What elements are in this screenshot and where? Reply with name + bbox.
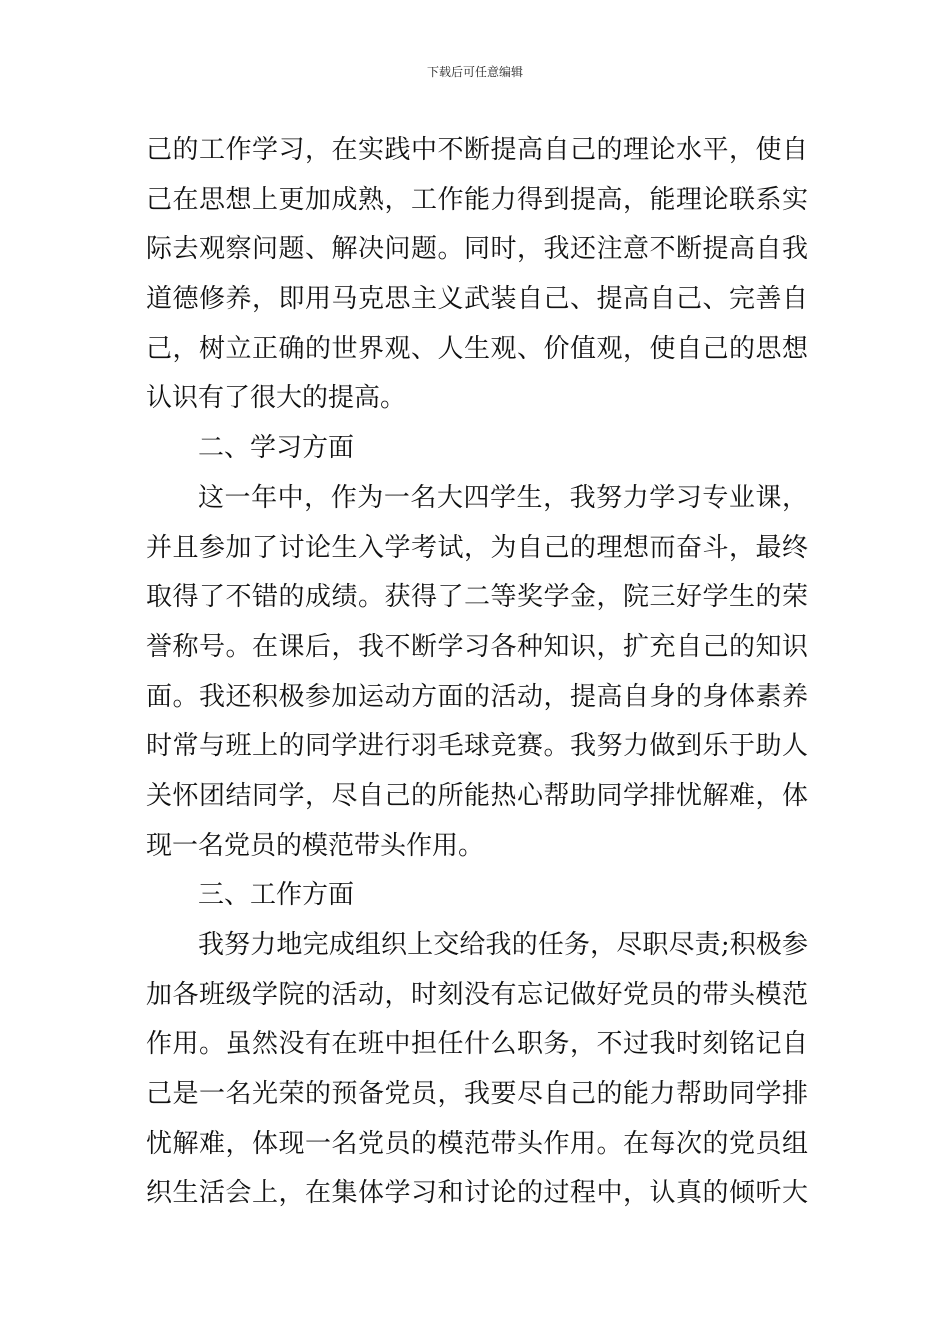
text-line: 誉称号。在课后，我不断学习各种知识，扩充自己的知识	[146, 631, 808, 662]
text-line: 己的工作学习，在实践中不断提高自己的理论水平，使自	[146, 135, 808, 165]
text-line: 二、学习方面	[198, 433, 355, 464]
text-line: 道德修养，即用马克思主义武装自己、提高自己、完善自	[146, 284, 808, 315]
text-line: 关怀团结同学，尽自己的所能热心帮助同学排忧解难，体	[146, 780, 808, 811]
text-line: 并且参加了讨论生入学考试，为自己的理想而奋斗，最终	[146, 532, 808, 563]
text-line: 己是一名光荣的预备党员，我要尽自己的能力帮助同学排	[146, 1079, 808, 1110]
text-line: 面。我还积极参加运动方面的活动，提高自身的身体素养	[146, 681, 808, 712]
document-body	[146, 126, 808, 1219]
text-line: 织生活会上，在集体学习和讨论的过程中，认真的倾听大	[146, 1178, 808, 1209]
text-line: 作用。虽然没有在班中担任什么职务，不过我时刻铭记自	[146, 1029, 808, 1060]
text-line: 这一年中，作为一名大四学生，我努力学习专业课，	[198, 482, 808, 513]
text-line: 际去观察问题、解决问题。同时，我还注意不断提高自我	[146, 234, 808, 265]
text-line: 己在思想上更加成熟，工作能力得到提高，能理论联系实	[146, 184, 808, 215]
text-line: 认识有了很大的提高。	[146, 383, 407, 414]
text-line: 取得了不错的成绩。获得了二等奖学金，院三好学生的荣	[146, 582, 808, 613]
text-line: 三、工作方面	[198, 880, 355, 911]
text-line: 忧解难，体现一名党员的模范带头作用。在每次的党员组	[146, 1128, 808, 1159]
text-line: 时常与班上的同学进行羽毛球竞赛。我努力做到乐于助人	[146, 731, 808, 762]
text-line: 我努力地完成组织上交给我的任务，尽职尽责;积极参	[198, 930, 808, 960]
page-header: 下载后可任意编辑	[426, 65, 523, 79]
text-line: 加各班级学院的活动，时刻没有忘记做好党员的带头模范	[146, 979, 808, 1010]
text-line: 己，树立正确的世界观、人生观、价值观，使自己的思想	[146, 333, 808, 364]
text-line: 现一名党员的模范带头作用。	[146, 830, 485, 861]
